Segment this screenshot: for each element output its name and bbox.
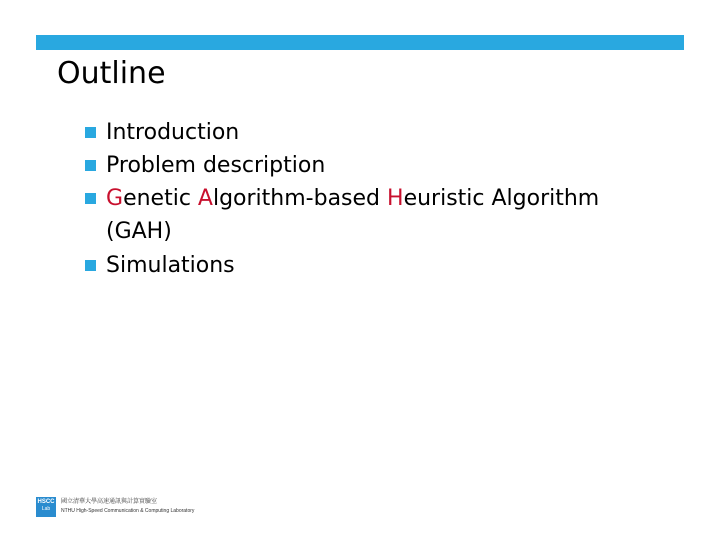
list-item bbox=[85, 249, 665, 282]
list-item bbox=[85, 182, 665, 249]
list-item-text-part: euristic Algorithm bbox=[403, 186, 600, 211]
list-item-text-part: lgorithm-based bbox=[212, 186, 388, 211]
square-bullet-icon bbox=[85, 160, 96, 171]
slide-title: Outline bbox=[57, 56, 166, 91]
square-bullet-icon bbox=[85, 260, 96, 271]
lab-logo bbox=[36, 497, 56, 517]
list-item-text: Introduction bbox=[106, 120, 240, 145]
logo-text: HSCC bbox=[37, 499, 55, 505]
highlight-letter: G bbox=[106, 186, 124, 211]
outline-list bbox=[85, 116, 665, 282]
list-item-text-part: enetic bbox=[123, 186, 198, 211]
highlight-letter: H bbox=[387, 186, 404, 211]
square-bullet-icon bbox=[85, 127, 96, 138]
list-item-text bbox=[106, 182, 665, 215]
list-item-text: Problem description bbox=[106, 153, 326, 178]
list-item bbox=[85, 149, 665, 182]
logo-subtext: Lab bbox=[41, 506, 51, 512]
title-accent-bar bbox=[36, 35, 684, 50]
square-bullet-icon bbox=[85, 193, 96, 204]
list-item-text-continuation: (GAH) bbox=[106, 219, 172, 244]
list-item-text: Simulations bbox=[106, 253, 235, 278]
lab-name-chinese: 國立清華大學高速通訊與計算實驗室 bbox=[61, 498, 158, 505]
lab-name-english: NTHU High-Speed Communication & Computing Laboratory bbox=[61, 508, 195, 514]
highlight-letter: A bbox=[197, 186, 213, 211]
list-item bbox=[85, 116, 665, 149]
